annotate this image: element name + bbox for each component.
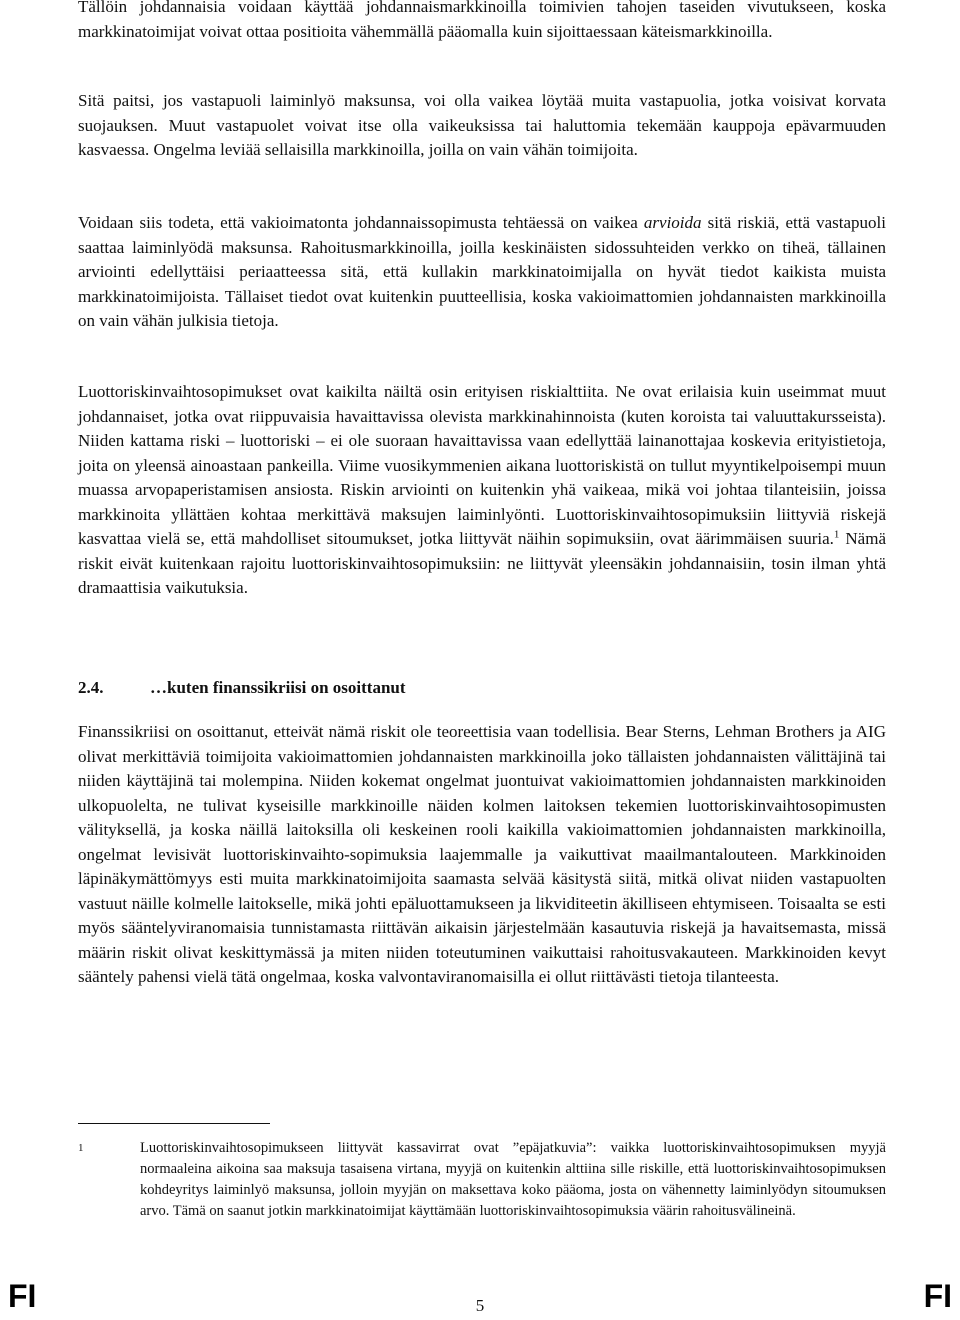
footnote [78, 1138, 886, 1222]
footnote-separator [78, 1123, 270, 1124]
language-code-left: FI [8, 1278, 37, 1314]
footnote-reference: 1 [833, 528, 840, 541]
paragraph [78, 380, 886, 601]
section-heading [78, 676, 406, 700]
paragraph-text: Luottoriskinvaihtosopimukset ovat kaikilta näiltä osin erityisen riskialttiita. Ne ovat erilaisia kuin useimmat muut johdannaiset, jotka ovat riippuvaisia havaittavissa olevista markkinahinnoista (kuten koroista tai valuuttakursseista). Niiden kattama riski – luottoriski – ei ole suoraan havaittavissa vaan edellyttää lainanottajaa koskevia erityistietoja, joita on yleensä ainoastaan pankeilla. Viime vuosikymmenien aikana luottoriskistä on tullut myyntikelpoisempi muun muassa arvopaperistamisen ansiosta. Riskin arviointi on kuitenkin yhä vaikeaa, mikä voi johtaa tilanteisiin, joissa markkinoita yllättäen kohtaa merkittävä maksujen laiminlyönti. Luottoriskinvaihtosopimuksiin liittyviä riskejä kasvattaa vielä se, että mahdolliset sitoumukset, jotka liittyvät näihin sopimuksiin, ovat äärimmäisen suuria. [78, 382, 886, 548]
paragraph [78, 211, 886, 334]
language-code-right: FI [923, 1278, 952, 1314]
footnote-mark: 1 [78, 1142, 84, 1154]
section-number: 2.4. [78, 678, 104, 697]
paragraph-text: Voidaan siis todeta, että vakioimatonta johdannaissopimusta tehtäessä on vaikea [78, 213, 644, 232]
italic-term: arvioida [643, 213, 702, 232]
paragraph: Finanssikriisi on osoittanut, etteivät nämä riskit ole teoreettisia vaan todellisia. Bear Sterns, Lehman Brothers ja AIG olivat merkittäviä toimijoita vakioimattomien johdannaisten markkinoilla joko tällaisten johdannaisten välittäjinä tai niiden käyttäjinä tai molempina. Niiden kokemat ongelmat juontuivat vakioimattomien johdannaisten markkinoiden ulkopuolelta, ne tulivat kyseisille markkinoille näiden kolmen laitoksen tekemien luottoriskinvaihtosopimusten välityksellä, ja koska näillä laitoksilla oli keskeinen rooli kaikilla vakioimattomien johdannaisten markkinoilla, ongelmat levisivät luottoriskinvaihto-sopimuksia laajemmalle ja vaikuttivat maailmantalouteen. Markkinoiden läpinäkymättömyys esti muita markkinatoimijoita saamasta selvää käsitystä siitä, mitkä olivat niiden vastapuolten vastuut näille kolmelle laitokselle, mikä johti epäluottamukseen ja likviditeetin äkilliseen ehtymiseen. Toisaalta se esti myös sääntelyviranomaisia tunnistamasta riittävän aikaisin järjestelmään kasautuvia riskejä ja havaitsemasta, missä määrin riskit olivat keskittymässä ja miten niiden toteutuminen vaikuttaisi rahoitusvakauteen. Markkinoiden kevyt sääntely pahensi vielä tätä ongelmaa, koska valvontaviranomaisilla ei ollut riittävästi tietoja tilanteesta. [78, 722, 886, 986]
paragraph-text: Nämä riskit eivät kuitenkaan rajoitu luottoriskinvaihtosopimuksiin: ne liittyvät yleensäkin johdannaisiin, tosin ilman yhtä dramaattisia vaikutuksia. [78, 529, 886, 597]
section-title: …kuten finanssikriisi on osoittanut [150, 678, 406, 697]
paragraph-text: sitä riskiä, että vastapuoli saattaa laiminlyödä maksunsa. Rahoitusmarkkinoilla, joilla keskinäisten sidossuhteiden verkko on tiheä, tällainen arviointi edellyttäisi periaatteessa sitä, että kullakin markkinatoimijalla on hyvät tiedot kaikista muista markkinatoimijoista. Tällaiset tiedot ovat kuitenkin puutteellisia, koska vakioimattomien johdannaisten markkinoilla on vain vähän julkisia tietoja. [78, 213, 886, 330]
footnote-text: Luottoriskinvaihtosopimukseen liittyvät kassavirrat ovat ”epäjatkuvia”: vaikka luottoriskinvaihtosopimuksen myyjä normaaleina aikoina saa maksuja tasaisena virtana, myyjä on kuitenkin alttiina sille riskille, että luottoriskinvaihtosopimuksen kohdeyritys laiminlyö maksunsa, jolloin myyjän on maksettava koko pääoma, josta on vähennetty laiminlyödyn sitoumuksen arvo. Tämä on saanut jotkin markkinatoimijat käyttämään luottoriskinvaihtosopimuksia väärin rahoitusvälineinä. [140, 1140, 886, 1219]
paragraph: Sitä paitsi, jos vastapuoli laiminlyö maksunsa, voi olla vaikea löytää muita vastapuolia, jotka voisivat korvata suojauksen. Muut vastapuolet voivat itse olla vaikeuksissa tai haluttomia tekemään kauppoja epävarmuuden kasvaessa. Ongelma leviää sellaisilla markkinoilla, joilla on vain vähän toimijoita. [78, 91, 886, 159]
page-number: 5 [475, 1296, 485, 1315]
paragraph: Tällöin johdannaisia voidaan käyttää johdannaismarkkinoilla toimivien tahojen taseiden vivutukseen, koska markkinatoimijat voivat ottaa positioita vähemmällä pääomalla kuin sijoittaessaan käteismarkkinoilla. [78, 0, 886, 41]
